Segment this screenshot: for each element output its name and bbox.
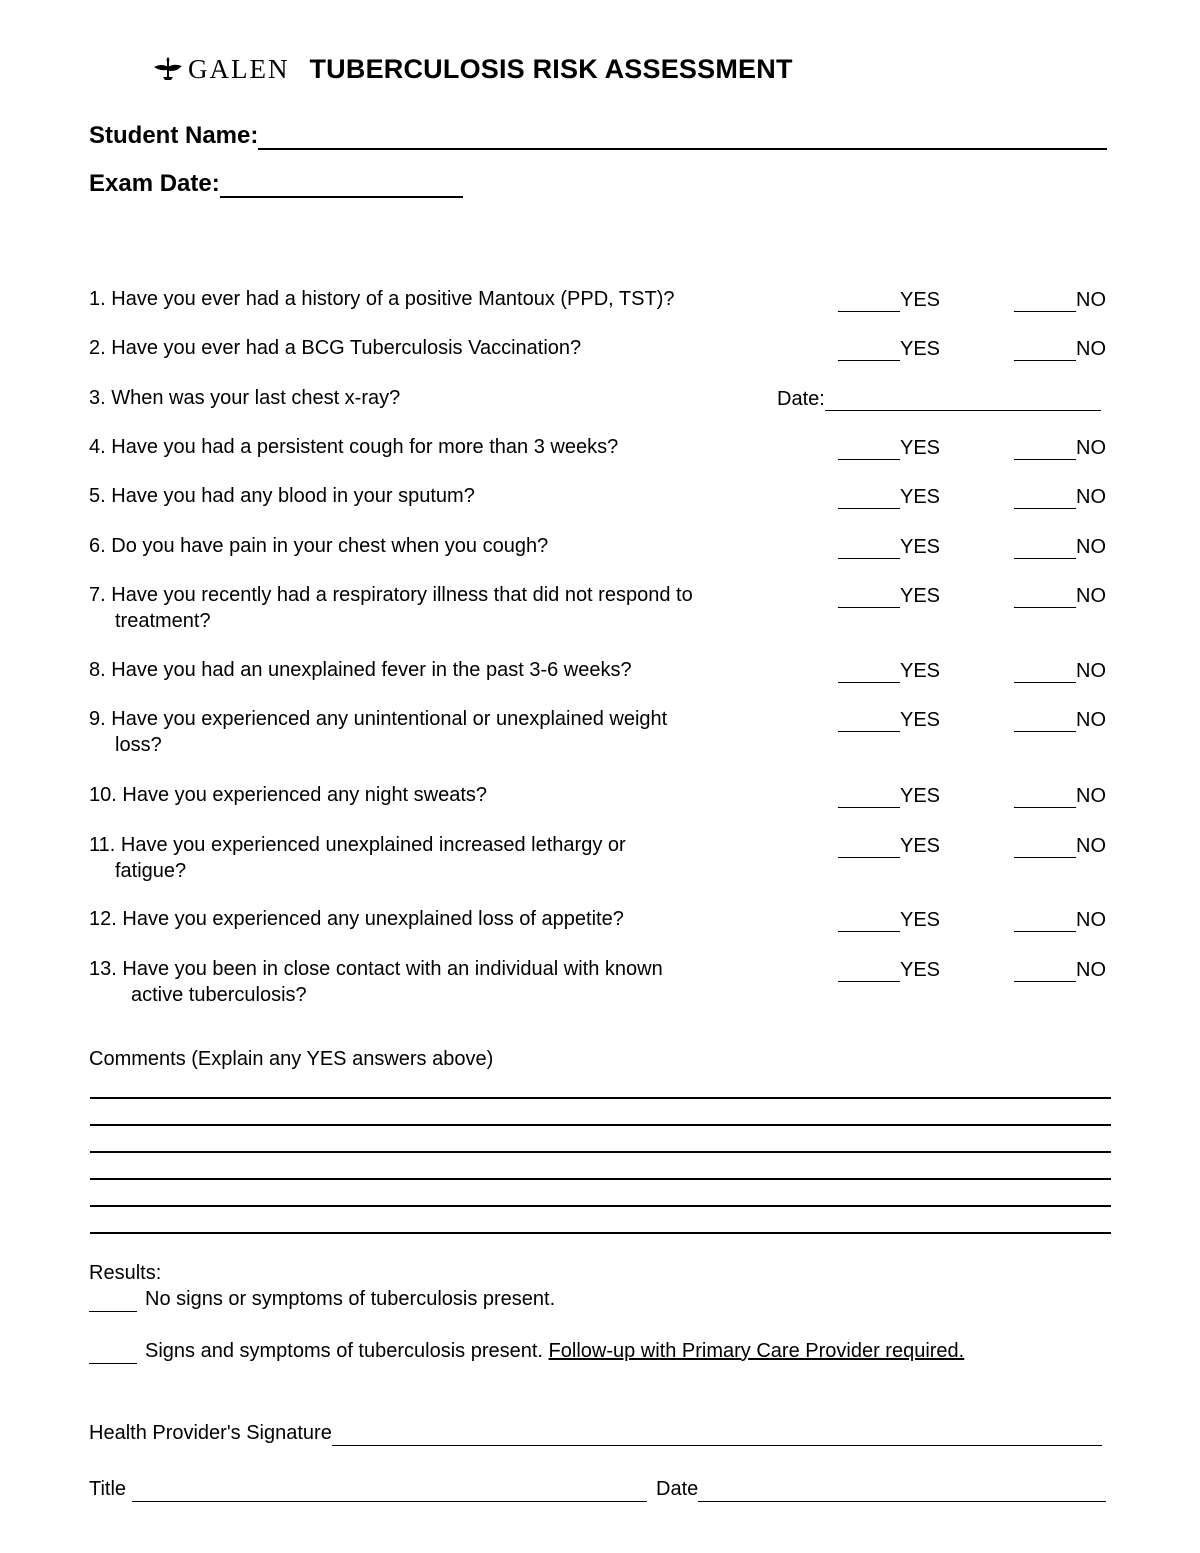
- question-8: 8. Have you had an unexplained fever in the past 3-6 weeks?: [89, 659, 632, 681]
- lamp-icon: [152, 57, 186, 81]
- logo-text: GALEN: [188, 53, 290, 84]
- q12-yes-option[interactable]: YES: [838, 906, 940, 932]
- q9-no-option[interactable]: NO: [1014, 706, 1106, 732]
- date-label: Date: [656, 1478, 699, 1500]
- q12-no-option[interactable]: NO: [1014, 906, 1106, 932]
- galen-logo: [152, 54, 289, 85]
- question-3: 3. When was your last chest x-ray?: [89, 387, 401, 409]
- q10-no-option[interactable]: NO: [1014, 782, 1106, 808]
- q7-yes-option[interactable]: YES: [838, 582, 940, 608]
- q10-yes-option[interactable]: YES: [838, 782, 940, 808]
- results-label: Results:: [89, 1262, 162, 1284]
- q5-yes-option[interactable]: YES: [838, 483, 940, 509]
- exam-date-label: Exam Date:: [89, 170, 220, 197]
- exam-date-row: [89, 170, 463, 198]
- q7-no-option[interactable]: NO: [1014, 582, 1106, 608]
- q4-no-option[interactable]: NO: [1014, 434, 1106, 460]
- title-label: Title: [89, 1478, 127, 1500]
- question-13: 13. Have you been in close contact with an individual with known active tuberculosis?: [89, 958, 663, 1006]
- q8-no-option[interactable]: NO: [1014, 657, 1106, 683]
- q11-yes-option[interactable]: YES: [838, 832, 940, 858]
- result-option-signs-present[interactable]: Signs and symptoms of tuberculosis present. Follow-up with Primary Care Provider required.: [89, 1338, 964, 1364]
- comments-label: Comments (Explain any YES answers above): [89, 1048, 494, 1070]
- page-title: TUBERCULOSIS RISK ASSESSMENT: [309, 53, 793, 84]
- q1-yes-option[interactable]: YES: [838, 286, 940, 312]
- form-header: [152, 52, 793, 86]
- comment-line-4[interactable]: [90, 1178, 1111, 1180]
- question-12: 12. Have you experienced any unexplained loss of appetite?: [89, 908, 624, 930]
- student-name-label: Student Name:: [89, 122, 259, 149]
- student-name-row: [89, 122, 1107, 150]
- q8-yes-option[interactable]: YES: [838, 657, 940, 683]
- signature-field[interactable]: [332, 1425, 1102, 1446]
- q2-yes-option[interactable]: YES: [838, 335, 940, 361]
- question-1: 1. Have you ever had a history of a positive Mantoux (PPD, TST)?: [89, 288, 675, 310]
- question-7: 7. Have you recently had a respiratory illness that did not respond to treatment?: [89, 584, 693, 632]
- signature-row: [89, 1420, 1102, 1446]
- comment-line-2[interactable]: [90, 1124, 1111, 1126]
- question-10: 10. Have you experienced any night sweats?: [89, 784, 488, 806]
- question-9: 9. Have you experienced any unintentional or unexplained weight loss?: [89, 708, 668, 756]
- q3-date-field[interactable]: Date:: [777, 385, 1101, 411]
- question-4: 4. Have you had a persistent cough for more than 3 weeks?: [89, 436, 619, 458]
- comment-line-6[interactable]: [90, 1232, 1111, 1234]
- question-5: 5. Have you had any blood in your sputum?: [89, 485, 475, 507]
- student-name-field[interactable]: [258, 124, 1107, 150]
- q6-yes-option[interactable]: YES: [838, 533, 940, 559]
- comment-line-3[interactable]: [90, 1151, 1111, 1153]
- result-option-no-signs[interactable]: No signs or symptoms of tuberculosis present.: [89, 1286, 555, 1312]
- signature-label: Health Provider's Signature: [89, 1422, 332, 1444]
- follow-up-required-text: Follow-up with Primary Care Provider required.: [548, 1340, 965, 1362]
- question-2: 2. Have you ever had a BCG Tuberculosis Vaccination?: [89, 337, 582, 359]
- q4-yes-option[interactable]: YES: [838, 434, 940, 460]
- question-11: 11. Have you experienced unexplained increased lethargy or fatigue?: [89, 834, 626, 882]
- title-row: [89, 1476, 647, 1502]
- question-6: 6. Do you have pain in your chest when you cough?: [89, 535, 549, 557]
- date-field[interactable]: [698, 1481, 1106, 1502]
- q9-yes-option[interactable]: YES: [838, 706, 940, 732]
- date-row: [656, 1476, 1106, 1502]
- title-field[interactable]: [132, 1481, 647, 1502]
- comment-line-5[interactable]: [90, 1205, 1111, 1207]
- q1-no-option[interactable]: NO: [1014, 286, 1106, 312]
- q11-no-option[interactable]: NO: [1014, 832, 1106, 858]
- q2-no-option[interactable]: NO: [1014, 335, 1106, 361]
- exam-date-field[interactable]: [220, 172, 463, 198]
- q13-yes-option[interactable]: YES: [838, 956, 940, 982]
- comment-line-1[interactable]: [90, 1097, 1111, 1099]
- q5-no-option[interactable]: NO: [1014, 483, 1106, 509]
- q6-no-option[interactable]: NO: [1014, 533, 1106, 559]
- q13-no-option[interactable]: NO: [1014, 956, 1106, 982]
